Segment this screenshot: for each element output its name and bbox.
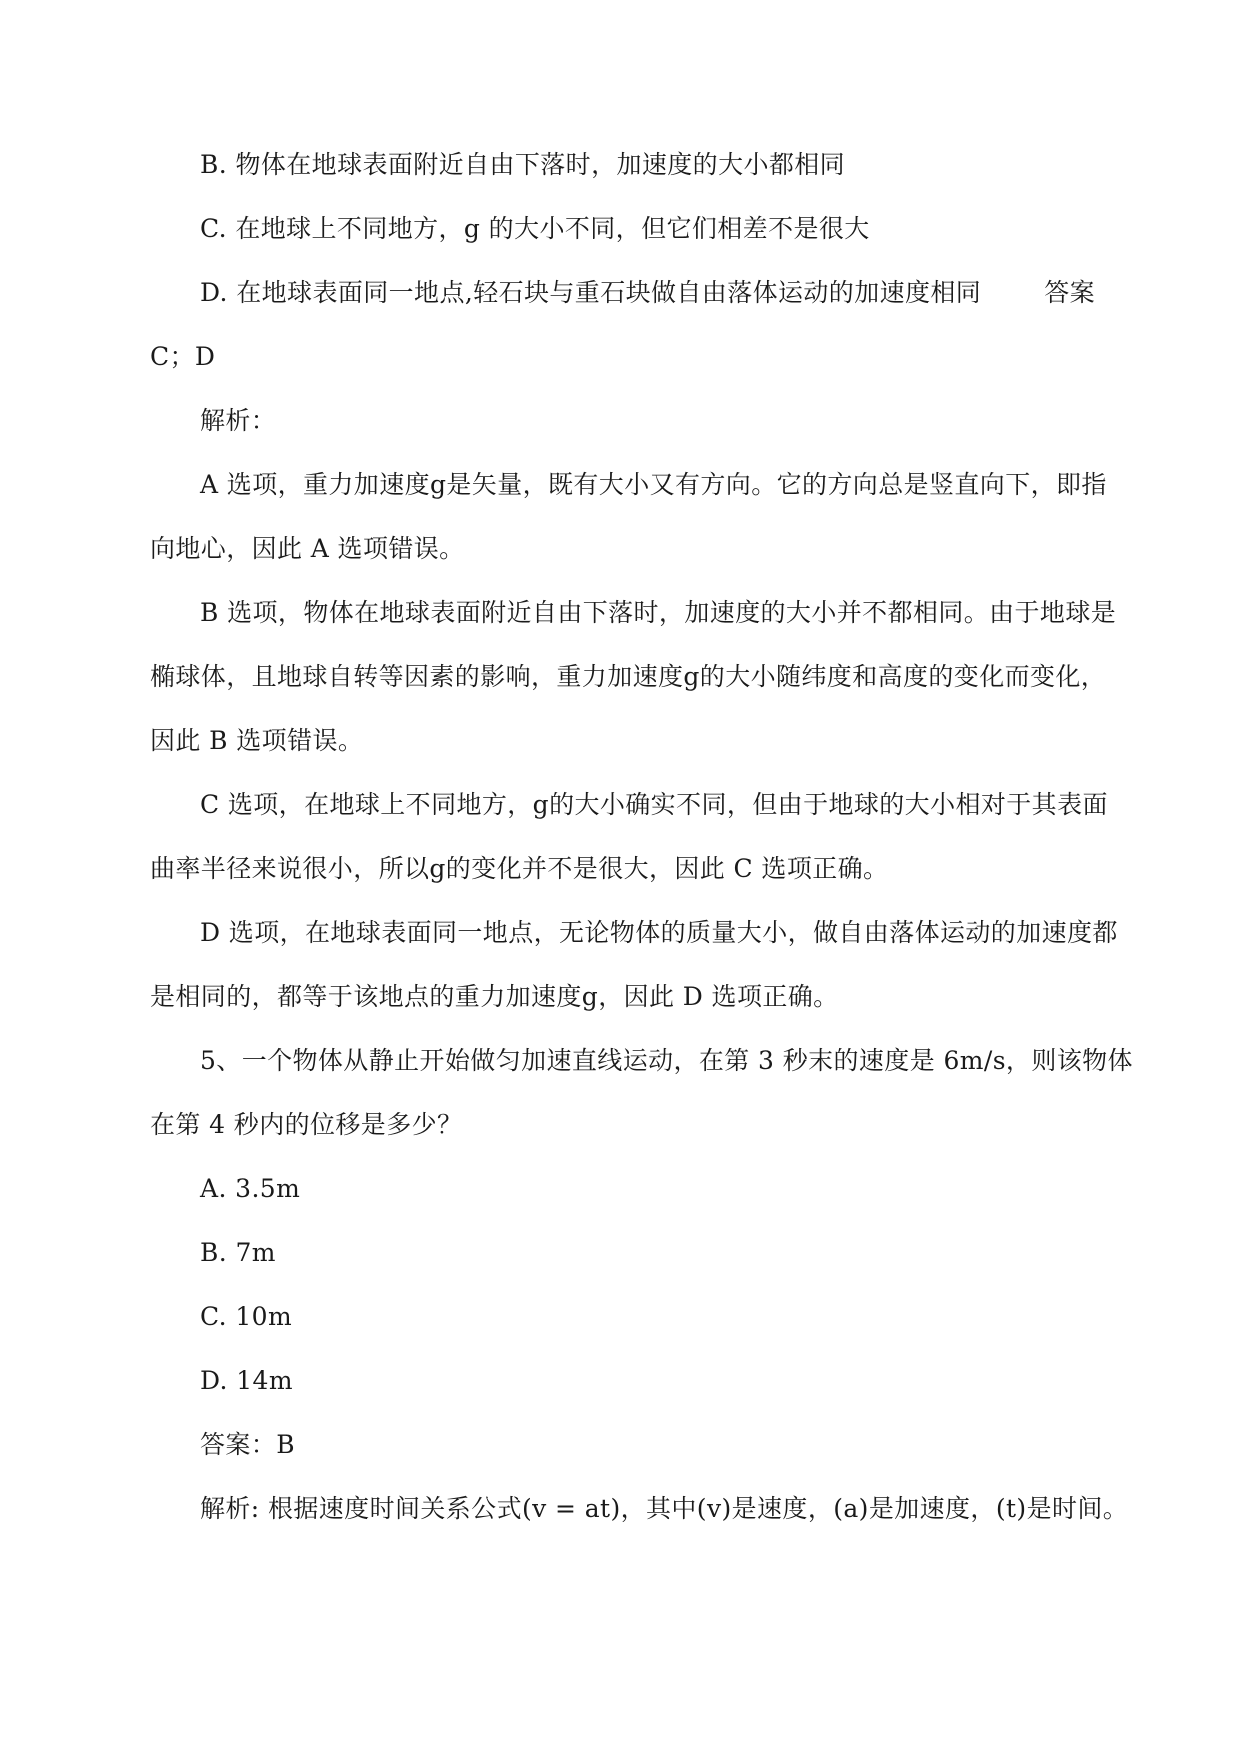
q5-analysis: 解析: 根据速度时间关系公式(v = at)，其中(v)是速度，(a)是加速度，(t)是时间。 [200,1494,1129,1523]
analysis-b-line3: 因此 B 选项错误。 [150,726,364,755]
q5-answer: 答案：B [200,1430,295,1459]
analysis-title: 解析： [200,406,277,435]
analysis-d-line2: 是相同的，都等于该地点的重力加速度g，因此 D 选项正确。 [150,982,839,1011]
q5-option-c: C. 10m [200,1302,293,1331]
q5-option-b: B. 7m [200,1238,276,1267]
option-d: D. 在地球表面同一地点,轻石块与重石块做自由落体运动的加速度相同 [200,278,982,307]
analysis-d-line1: D 选项，在地球表面同一地点，无论物体的质量大小，做自由落体运动的加速度都 [200,918,1118,947]
analysis-c-line2: 曲率半径来说很小，所以g的变化并不是很大，因此 C 选项正确。 [150,854,889,883]
analysis-b-line1: B 选项，物体在地球表面附近自由下落时，加速度的大小并不都相同。由于地球是 [200,598,1117,627]
analysis-c-line1: C 选项，在地球上不同地方，g的大小确实不同，但由于地球的大小相对于其表面 [200,790,1108,819]
option-c: C. 在地球上不同地方，g 的大小不同，但它们相差不是很大 [200,214,870,243]
analysis-a-line2: 向地心，因此 A 选项错误。 [150,534,465,563]
question-5-line1: 5、一个物体从静止开始做匀加速直线运动，在第 3 秒末的速度是 6m/s，则该物体 [200,1046,1133,1075]
option-b: B. 物体在地球表面附近自由下落时，加速度的大小都相同 [200,150,846,179]
analysis-b-line2: 椭球体，且地球自转等因素的影响，重力加速度g的大小随纬度和高度的变化而变化， [150,662,1107,691]
answer-label: 答案 [1044,278,1095,307]
q5-option-d: D. 14m [200,1366,293,1395]
option-d-line [200,278,1095,308]
answer-value: C；D [150,342,216,371]
analysis-a-line1: A 选项，重力加速度g是矢量，既有大小又有方向。它的方向总是竖直向下，即指 [200,470,1107,499]
q5-option-a: A. 3.5m [200,1174,301,1203]
question-5-line2: 在第 4 秒内的位移是多少？ [150,1110,463,1139]
